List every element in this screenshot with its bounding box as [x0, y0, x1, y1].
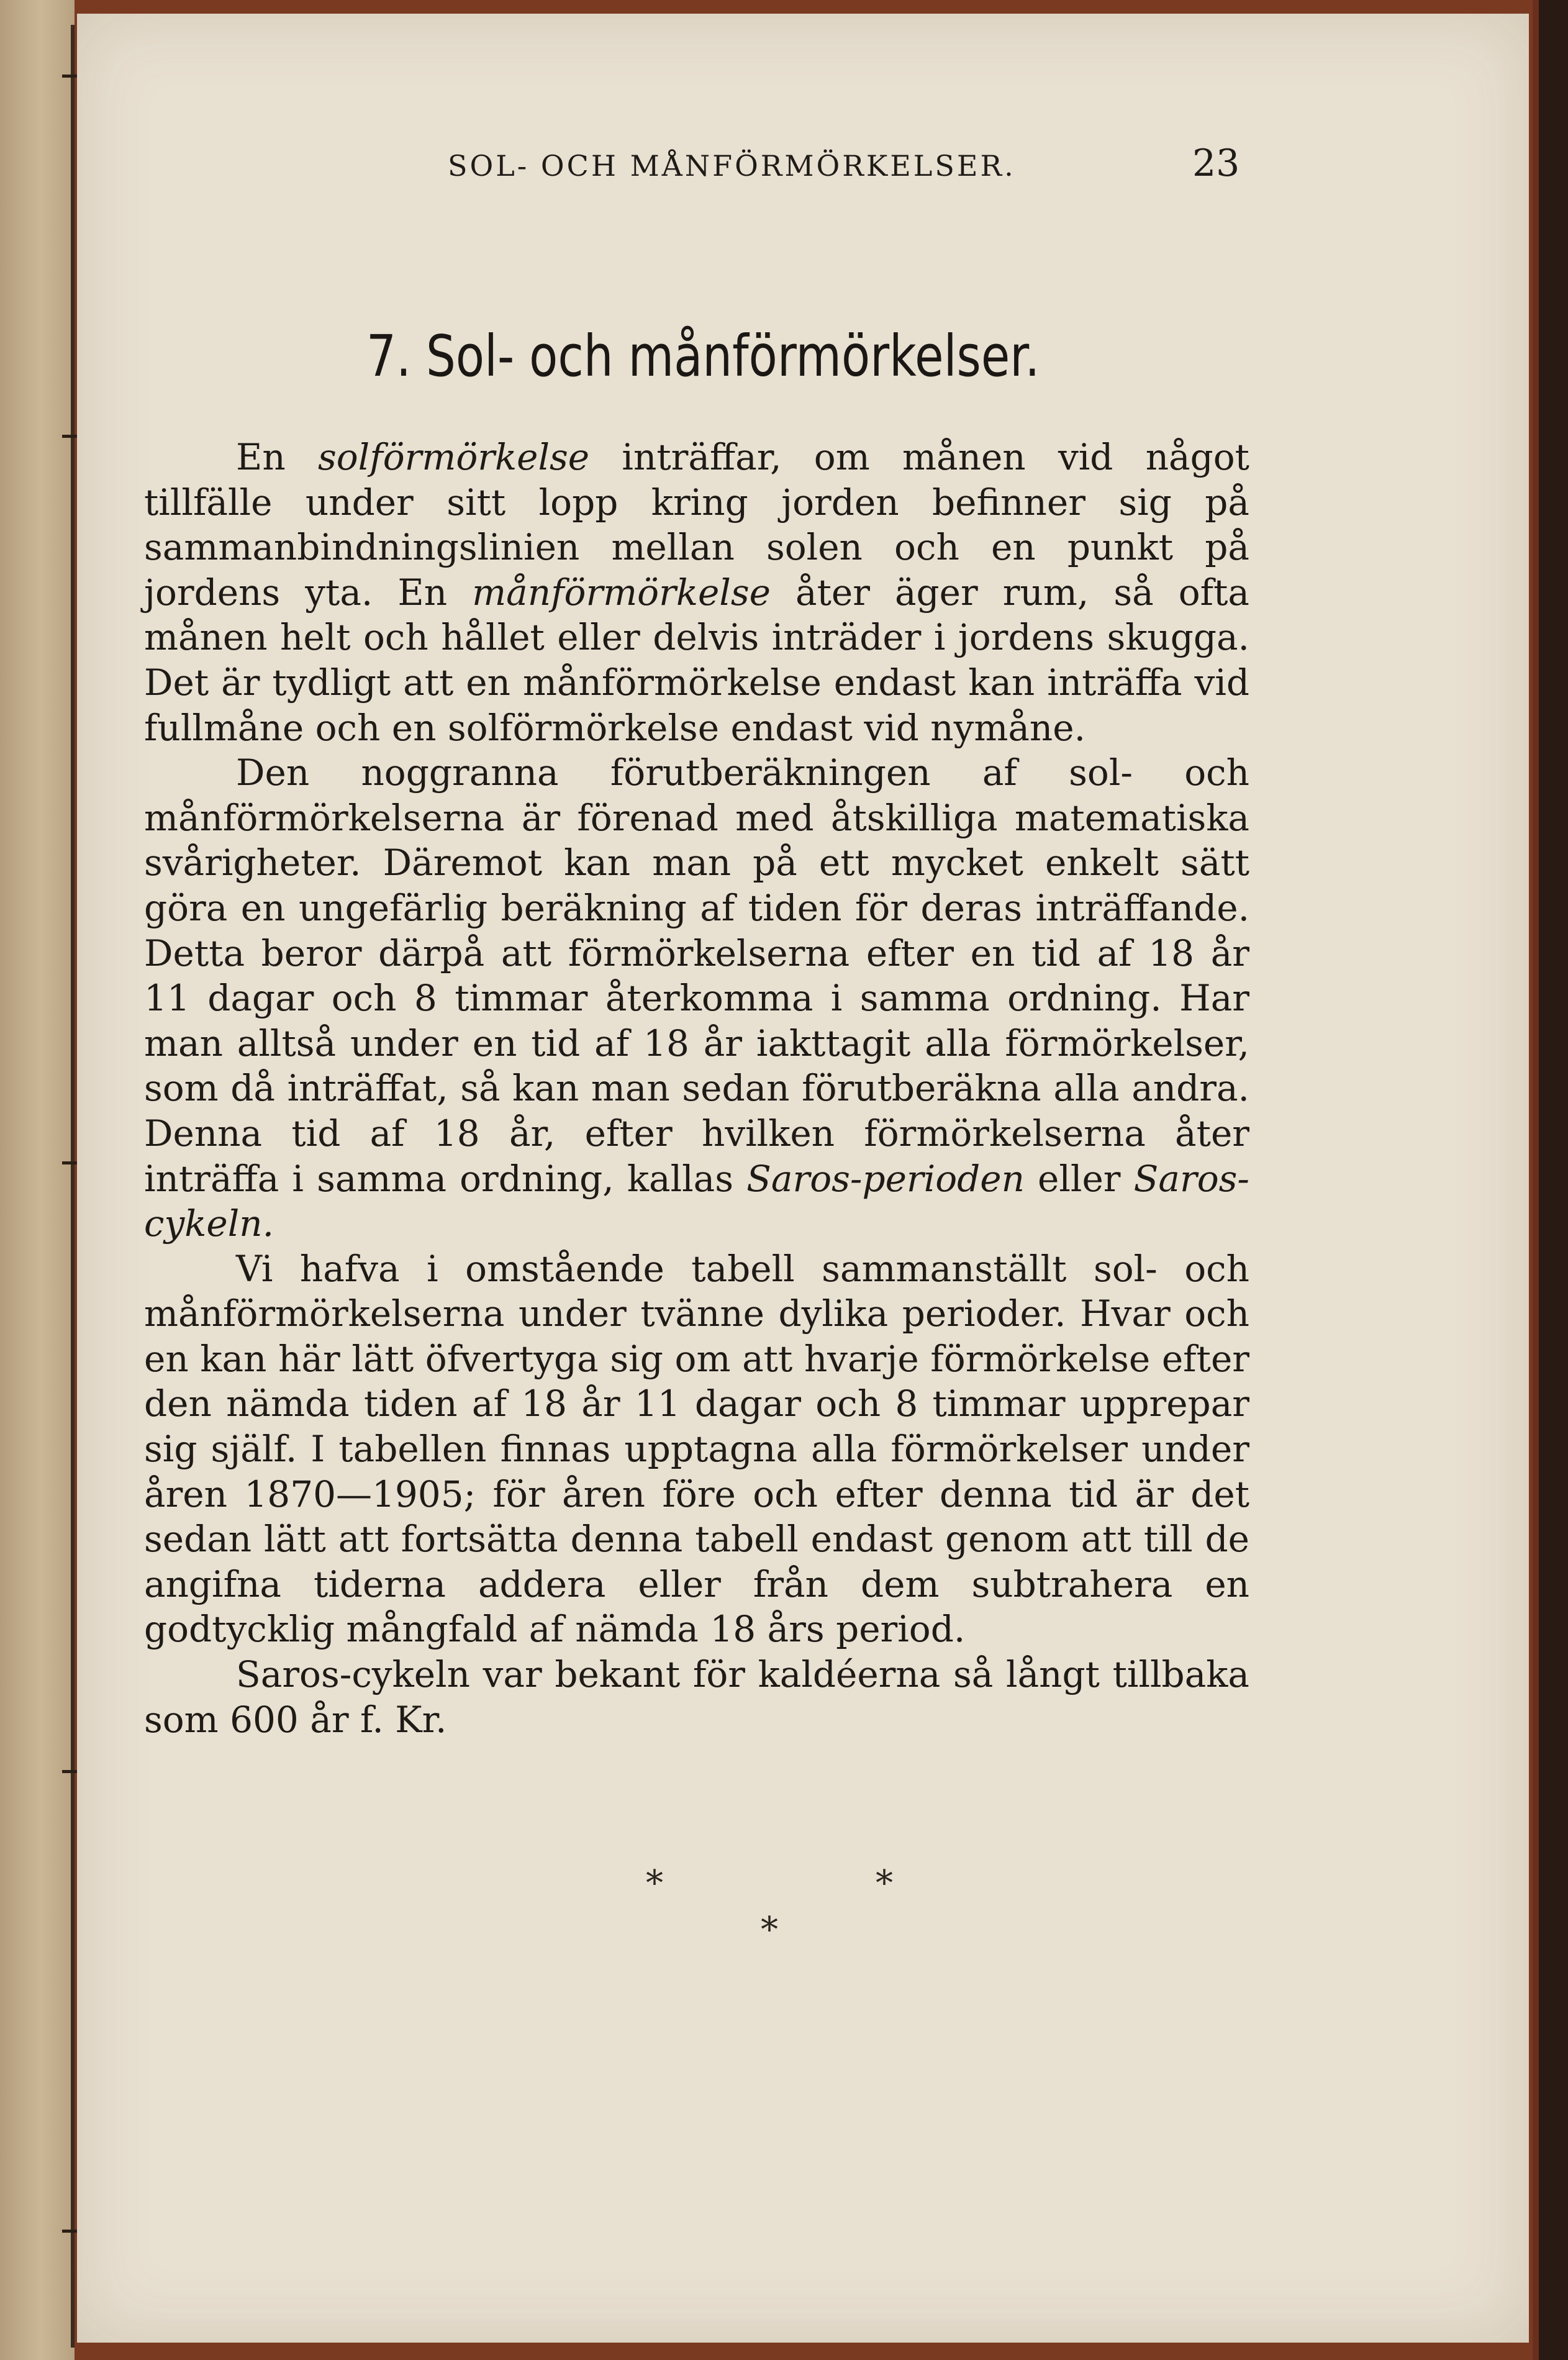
body-text — [144, 435, 1249, 1742]
text-run: Vi hafva i omstående tabell sammanställt sol- och månförmörkelserna under tvänne dylika perioder. Hvar och en kan här lätt öfvertyga sig om att hvarje förmörkelse efter den nämda tiden af 18 år 11 dagar och 8 timmar upprepar sig själf. I tabellen finnas upptagna alla förmörkelser under åren 1870—1905; för åren före och efter denna tid är det sedan lätt att fortsätta denna tabell endast genom att till de angifna tiderna addera eller från dem subtrahera en godtycklig mångfald af nämda 18 års period. — [144, 1247, 1249, 1651]
text-run: En — [236, 436, 318, 478]
paragraph-table-note — [144, 1246, 1249, 1652]
paragraph-chaldeans — [144, 1652, 1249, 1742]
asterism-star: * — [761, 1910, 778, 1950]
running-title: SOL- OCH MÅNFÖRMÖRKELSER. — [448, 149, 1016, 183]
chapter-title: 7. Sol- och månförmörkelser. — [366, 323, 1040, 389]
asterism-star: * — [646, 1863, 663, 1904]
italic-term: månförmörkelse — [472, 571, 771, 614]
italic-term: Saros-perioden — [746, 1157, 1025, 1200]
italic-term: Saros-cykeln. — [144, 1157, 1249, 1245]
page-number: 23 — [1192, 142, 1240, 185]
text-run: åter äger rum, så ofta månen helt och hållet eller delvis inträder i jordens skugga. Det är tydligt att en månförmörkelse endast kan inträffa vid fullmåne och en solförmörkelse endast vid nymåne. — [144, 571, 1250, 749]
text-run: eller — [1024, 1157, 1134, 1200]
previous-page-edge — [0, 0, 75, 2360]
text-run: Saros-cykeln var bekant för kaldéerna så långt tillbaka som 600 år f. Kr. — [144, 1653, 1249, 1741]
asterism-star: * — [876, 1863, 893, 1904]
binding-stitch-line — [71, 25, 75, 2348]
paragraph-saros-period — [144, 750, 1249, 1246]
text-run: Den noggranna förutberäkningen af sol- och månförmörkelserna är förenad med åtskilliga matematiska svårigheter. Däremot kan man på ett mycket enkelt sätt göra en ungefärlig beräkning af tiden för deras inträffande. Detta beror därpå att förmörkelserna efter en tid af 18 år 11 dagar och 8 timmar återkomma i samma ordning. Har man alltså under en tid af 18 år iakttagit alla förmörkelser, som då inträffat, så kan man sedan förutberäkna alla andra. Denna tid af 18 år, efter hvilken förmörkelserna åter inträffa i samma ordning, kallas — [144, 751, 1249, 1200]
text-run: inträffar, om månen vid något tillfälle under sitt lopp kring jorden befinner sig på sammanbindningslinien mellan solen och en punkt på jordens yta. En — [144, 436, 1249, 614]
book-binding-edge — [1533, 0, 1568, 2360]
paragraph-eclipse-definitions — [144, 435, 1249, 750]
italic-term: solförmörkelse — [318, 436, 590, 478]
